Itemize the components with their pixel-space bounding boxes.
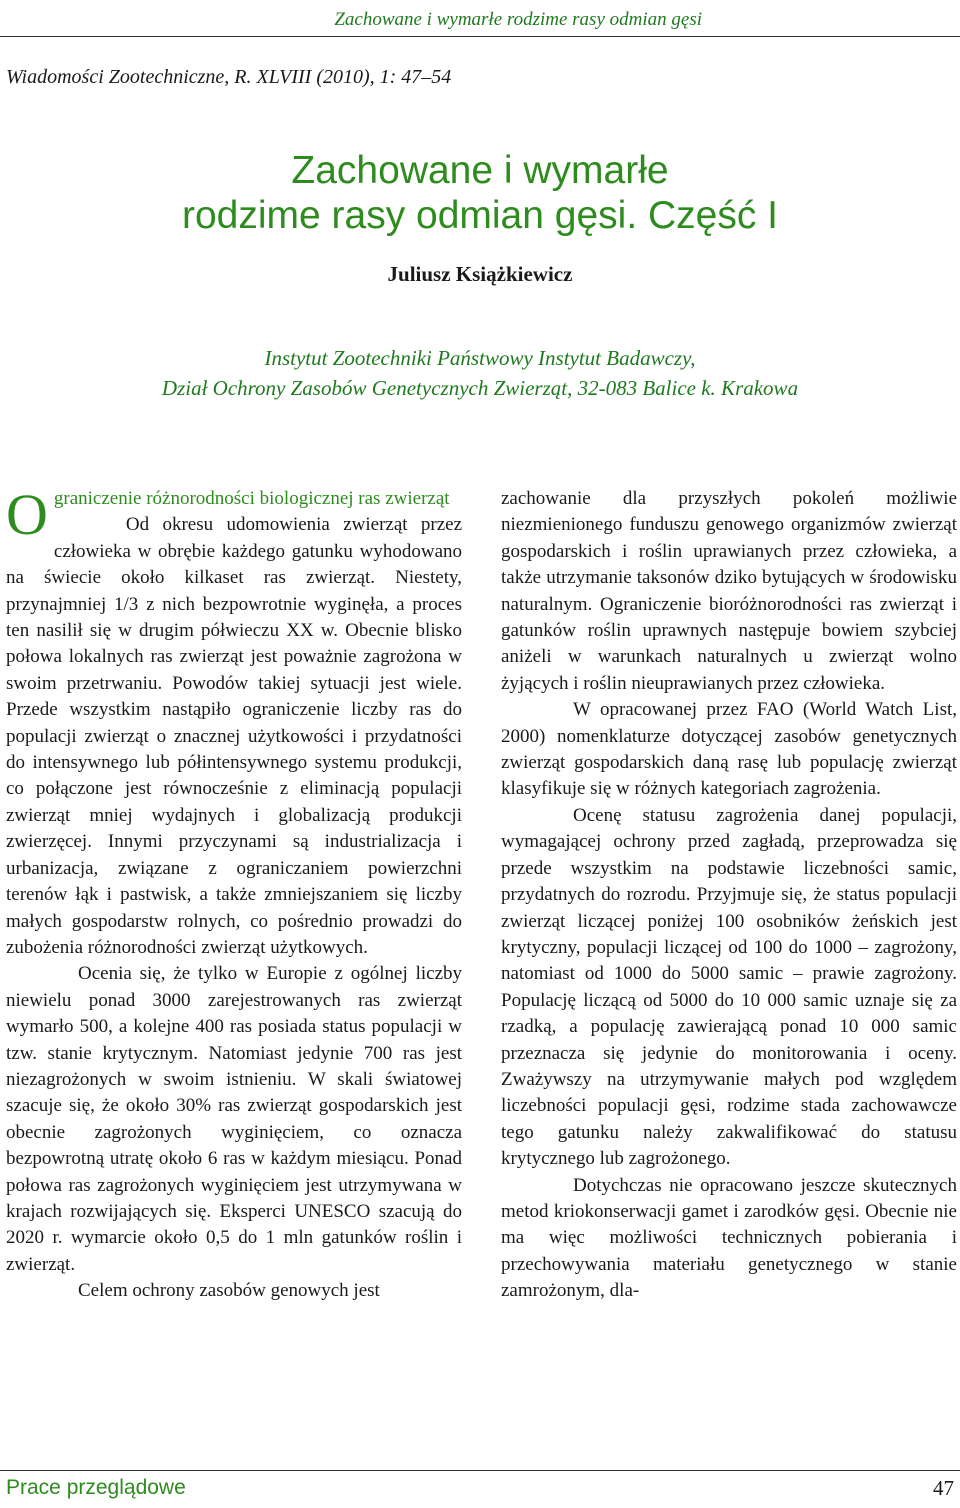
- left-paragraph-2: Ocenia się, że tylko w Europie z ogólnej liczby niewielu ponad 3000 zarejestrowanych ras zwierząt wymarło 500, a kolejne 400 ras posiada status populacji w tzw. stanie krytycznym. Natomiast jedynie 700 ras jest niezagrożonych w swoim istnieniu. W skali światowej szacuje się, że około 30% ras zwierząt gospodarskich jest obecnie zagrożonych wyginięciem, co oznacza bezpowrotną utratę około 6 ras w każdym miesiącu. Ponad połowa ras zagrożonych wyginięciem jest utrzymywana w krajach rozwijających się. Eksperci UNESCO szacują do 2020 r. wymarcie około 0,5 do 1 mln gatunków roślin i zwierząt.: [6, 963, 462, 1275]
- article-title-line-2: rodzime rasy odmian gęsi. Część I: [181, 194, 779, 237]
- right-paragraph-3: Ocenę statusu zagrożenia danej populacji, wymagającej ochrony przed zagładą, przeprowadza się przede wszystkim na podstawie liczebności samic, przydatnych do rozrodu. Przyjmuje się, że status populacji zwierząt liczącej poniżej 100 osobników żeńskich jest krytyczny, populacji liczącej od 100 do 1000 – zagrożony, natomiast od 1000 do 5000 samic – prawie zagrożony. Populację liczącą od 5000 do 10 000 samic uznaje się za rzadką, a populację zawierającą ponad 10 000 samic przeznacza się jedynie do monitorowania i oceny. Zważywszy na utrzymywanie małych pod względem liczebności populacji gęsi, rodzime stada zachowawcze tego gatunku należy zakwalifikować do statusu krytycznego lub zagrożonego.: [501, 804, 957, 1170]
- left-column: [6, 486, 462, 1456]
- article-title: [0, 148, 960, 238]
- right-paragraph-2: W opracowanej przez FAO (World Watch List, 2000) nomenklaturze dotyczącej zasobów genetycznych zwierząt gospodarskich daną rasę lub populację zwierząt klasyfikuje się w różnych kategoriach zagrożenia.: [501, 699, 957, 800]
- article-author: Juliusz Książkiewicz: [387, 262, 573, 286]
- drop-cap: O: [6, 486, 48, 547]
- section-heading: graniczenie różnorodności biologicznej ras zwierząt: [53, 488, 450, 509]
- right-paragraph-1: zachowanie dla przyszłych pokoleń możliwie niezmienionego funduszu genowego organizmów zwierząt gospodarskich i roślin uprawianych przez człowieka, a także utrzymanie taksonów dziko bytujących w środowisku naturalnym. Ograniczenie bioróżnorodności ras zwierząt i gatunków roślin uprawnych następuje bowiem szybciej aniżeli w warunkach naturalnych u zwierząt wolno żyjących i roślin nieuprawianych przez człowieka.: [501, 488, 957, 694]
- article-title-line-1: Zachowane i wymarłe: [291, 149, 669, 192]
- right-column: [501, 486, 957, 1456]
- running-title: Zachowane i wymarłe rodzime rasy odmian gęsi: [334, 9, 702, 30]
- affiliation-line-1: Instytut Zootechniki Państwowy Instytut Badawczy,: [264, 346, 696, 370]
- header-rule: [0, 36, 960, 37]
- left-paragraph-3: Celem ochrony zasobów genowych jest: [78, 1280, 380, 1302]
- footer-section-label: Prace przeglądowe: [6, 1476, 186, 1499]
- left-paragraph-1: Od okresu udomowienia zwierząt przez człowieka w obrębie każdego gatunku wyhodowano na świecie około kilkaset ras zwierząt. Niestety, przynajmniej 1/3 z nich bezpowrotnie wyginęła, a proces ten nasilił się w drugim półwieczu XX w. Obecnie blisko połowa lokalnych ras zwierząt jest poważnie zagrożona w swoim przetrwaniu. Powodów takiej sytuacji jest wiele. Przede wszystkim nastąpiło ograniczenie liczby ras do populacji zwierząt o znacznej użytkowości i przydatności do intensywnego lub półintensywnego systemu produkcji, co połączone jest równocześnie z eliminacją populacji zwierząt mniej wydajnych i globalizacją produkcji zwierzęcej. Innymi przyczynami są industrializacja i urbanizacja, związane z ograniczaniem powierzchni terenów łąk i pastwisk, a także zmniejszaniem się liczby małych gospodarstw rolnych, co pośrednio prowadzi do zubożenia różnorodności zwierząt użytkowych.: [6, 514, 462, 958]
- affiliation-line-2: Dział Ochrony Zasobów Genetycznych Zwierząt, 32-083 Balice k. Krakowa: [161, 376, 799, 400]
- page-number: 47: [933, 1476, 954, 1500]
- footer-rule: [0, 1470, 960, 1471]
- journal-citation: Wiadomości Zootechniczne, R. XLVIII (2010), 1: 47–54: [6, 66, 452, 88]
- author-affiliation: [0, 343, 960, 403]
- right-paragraph-4: Dotychczas nie opracowano jeszcze skutecznych metod kriokonserwacji gamet i zarodków gęsi. Obecnie nie ma więc możliwości technicznych pobierania i przechowywania materiału genetycznego w stanie zamrożonym, dla-: [501, 1174, 957, 1302]
